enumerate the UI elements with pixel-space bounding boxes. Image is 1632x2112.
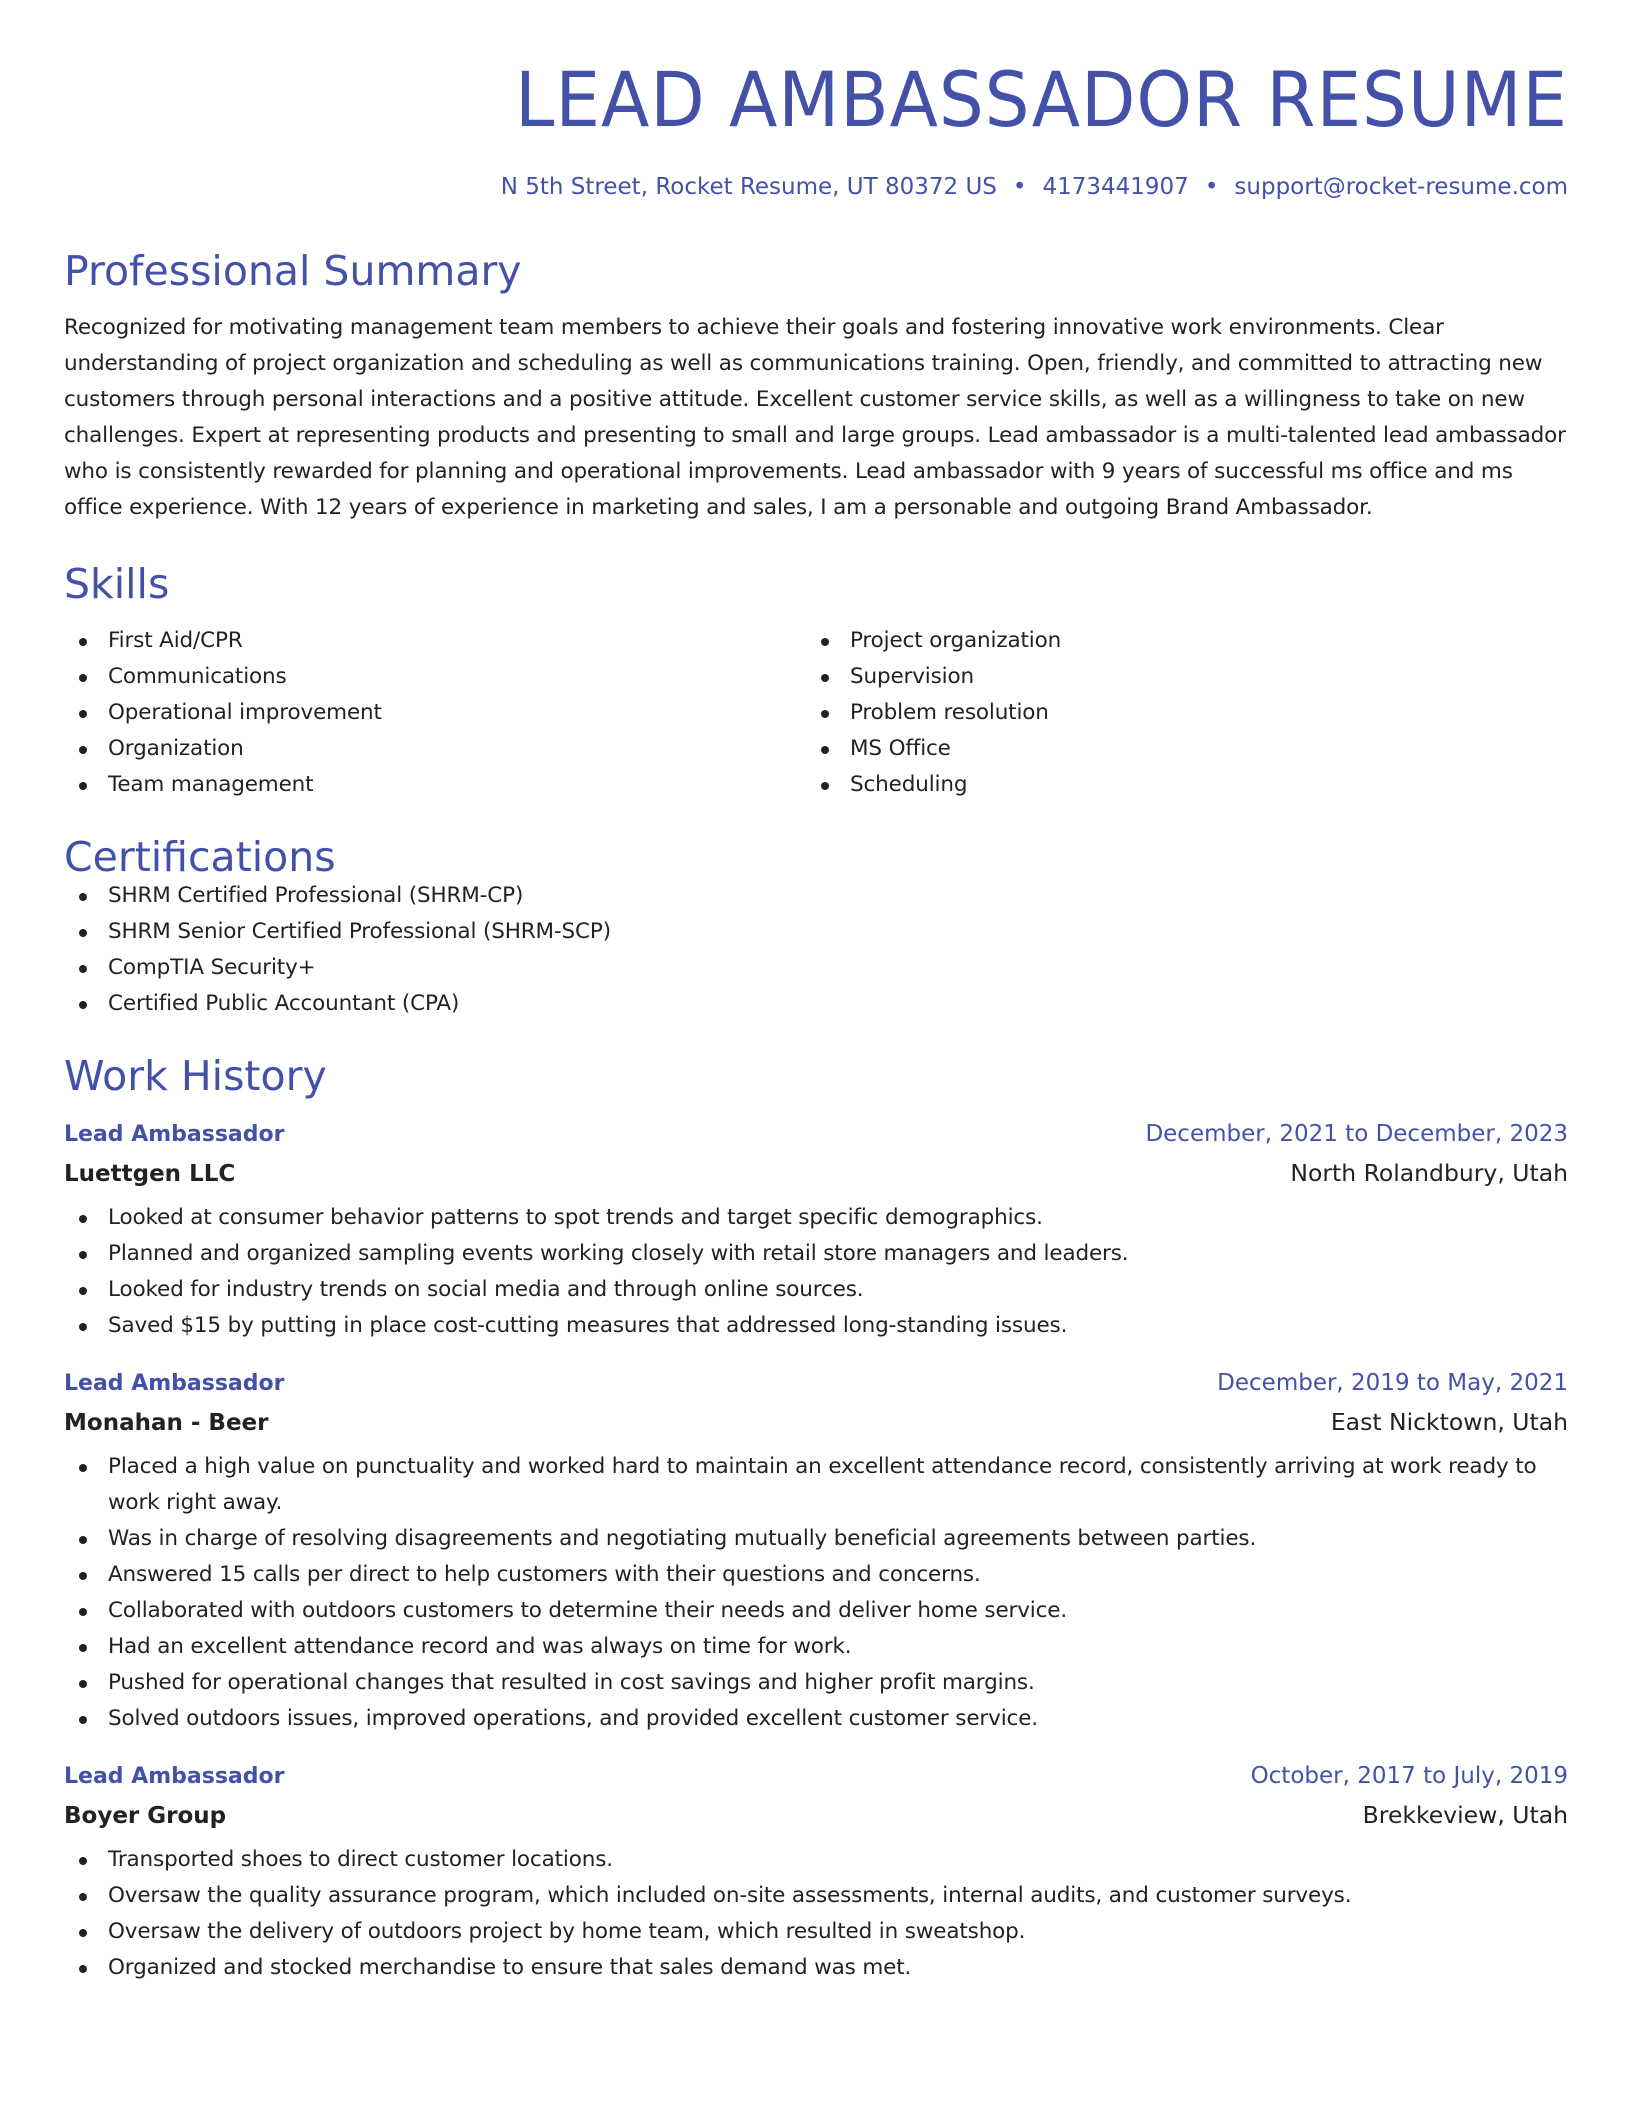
job-company: Monahan - Beer (64, 1410, 269, 1436)
skill-item: Project organization (806, 623, 1548, 659)
skills-list-right (806, 623, 1548, 803)
job-header-row (64, 1372, 1568, 1395)
job-bullet: Saved $15 by putting in place cost-cutting measures that addressed long-standing issues. (64, 1308, 1568, 1344)
job-entry (64, 1372, 1568, 1737)
job-bullet: Oversaw the quality assurance program, which included on-site assessments, internal audits, and customer surveys. (64, 1878, 1568, 1914)
job-bullet: Had an excellent attendance record and was always on time for work. (64, 1629, 1568, 1665)
skill-item: MS Office (806, 731, 1548, 767)
certification-item: CompTIA Security+ (64, 950, 1568, 986)
job-header-row (64, 1765, 1568, 1788)
job-company: Luettgen LLC (64, 1161, 236, 1187)
contact-separator: • (1012, 174, 1027, 200)
job-bullet: Looked for industry trends on social media and through online sources. (64, 1272, 1568, 1308)
job-entry (64, 1123, 1568, 1344)
skill-item: Team management (64, 767, 806, 803)
job-title: Lead Ambassador (64, 1122, 285, 1147)
job-entry (64, 1765, 1568, 1986)
certification-item: Certified Public Accountant (CPA) (64, 986, 1568, 1022)
job-bullet: Transported shoes to direct customer locations. (64, 1842, 1568, 1878)
skill-item: Scheduling (806, 767, 1548, 803)
contact-separator: • (1204, 174, 1219, 200)
job-company: Boyer Group (64, 1803, 227, 1829)
resume-page (64, 0, 1568, 1986)
job-company-row (64, 1159, 1568, 1187)
job-bullet: Collaborated with outdoors customers to determine their needs and deliver home service. (64, 1593, 1568, 1629)
job-location: East Nicktown, Utah (1330, 1408, 1568, 1436)
skill-item: First Aid/CPR (64, 623, 806, 659)
skill-item: Problem resolution (806, 695, 1548, 731)
certification-item: SHRM Senior Certified Professional (SHRM-SCP) (64, 914, 1568, 950)
skill-item: Operational improvement (64, 695, 806, 731)
contact-phone[interactable]: 4173441907 (1042, 174, 1189, 200)
skills-heading: Skills (64, 560, 170, 608)
job-company-row (64, 1408, 1568, 1436)
job-bullet: Solved outdoors issues, improved operations, and provided excellent customer service. (64, 1701, 1568, 1737)
work-history-heading: Work History (64, 1052, 327, 1100)
certifications-list (64, 878, 1568, 1022)
contact-line (64, 176, 1568, 199)
job-title: Lead Ambassador (64, 1764, 285, 1789)
job-bullet: Pushed for operational changes that resulted in cost savings and higher profit margins. (64, 1665, 1568, 1701)
job-bullet: Organized and stocked merchandise to ensure that sales demand was met. (64, 1950, 1568, 1986)
certifications-heading: Certifications (64, 833, 336, 881)
job-dates: December, 2021 to December, 2023 (1145, 1121, 1568, 1147)
job-bullet: Placed a high value on punctuality and worked hard to maintain an excellent attendance record, consistently arriving at work ready to work right away. (64, 1449, 1568, 1521)
job-bullets (64, 1200, 1568, 1344)
job-location: North Rolandbury, Utah (1290, 1159, 1568, 1187)
job-dates: October, 2017 to July, 2019 (1250, 1763, 1568, 1789)
skill-item: Communications (64, 659, 806, 695)
job-bullet: Planned and organized sampling events working closely with retail store managers and leaders. (64, 1236, 1568, 1272)
job-bullets (64, 1449, 1568, 1737)
contact-address: N 5th Street, Rocket Resume, UT 80372 US (500, 174, 997, 200)
job-bullets (64, 1842, 1568, 1986)
skills-list-left (64, 623, 806, 803)
job-title: Lead Ambassador (64, 1371, 285, 1396)
job-company-row (64, 1801, 1568, 1829)
job-bullet: Looked at consumer behavior patterns to spot trends and target specific demographics. (64, 1200, 1568, 1236)
skills-grid (64, 623, 1568, 803)
summary-text: Recognized for motivating management team members to achieve their goals and fostering innovative work environments. Clear understanding of project organization and scheduling as well as communications training. Open, friendly, and committed to attracting new customers through personal interactions and a positive attitude. Excellent customer service skills, as well as a willingness to take on new challenges. Expert at representing products and presenting to small and large groups. Lead ambassador is a multi-talented lead ambassador who is consistently rewarded for planning and operational improvements. Lead ambassador with 9 years of successful ms office and ms office experience. With 12 years of experience in marketing and sales, I am a personable and outgoing Brand Ambassador. (64, 315, 1566, 520)
skill-item: Organization (64, 731, 806, 767)
job-bullet: Was in charge of resolving disagreements and negotiating mutually beneficial agreements between parties. (64, 1521, 1568, 1557)
contact-email[interactable]: support@rocket-resume.com (1234, 174, 1568, 200)
job-header-row (64, 1123, 1568, 1146)
job-dates: December, 2019 to May, 2021 (1217, 1370, 1568, 1396)
skill-item: Supervision (806, 659, 1548, 695)
resume-title: LEAD AMBASSADOR RESUME (515, 55, 1568, 144)
certification-item: SHRM Certified Professional (SHRM-CP) (64, 878, 1568, 914)
summary-heading: Professional Summary (64, 247, 522, 295)
job-bullet: Oversaw the delivery of outdoors project by home team, which resulted in sweatshop. (64, 1914, 1568, 1950)
job-bullet: Answered 15 calls per direct to help customers with their questions and concerns. (64, 1557, 1568, 1593)
job-location: Brekkeview, Utah (1362, 1801, 1568, 1829)
